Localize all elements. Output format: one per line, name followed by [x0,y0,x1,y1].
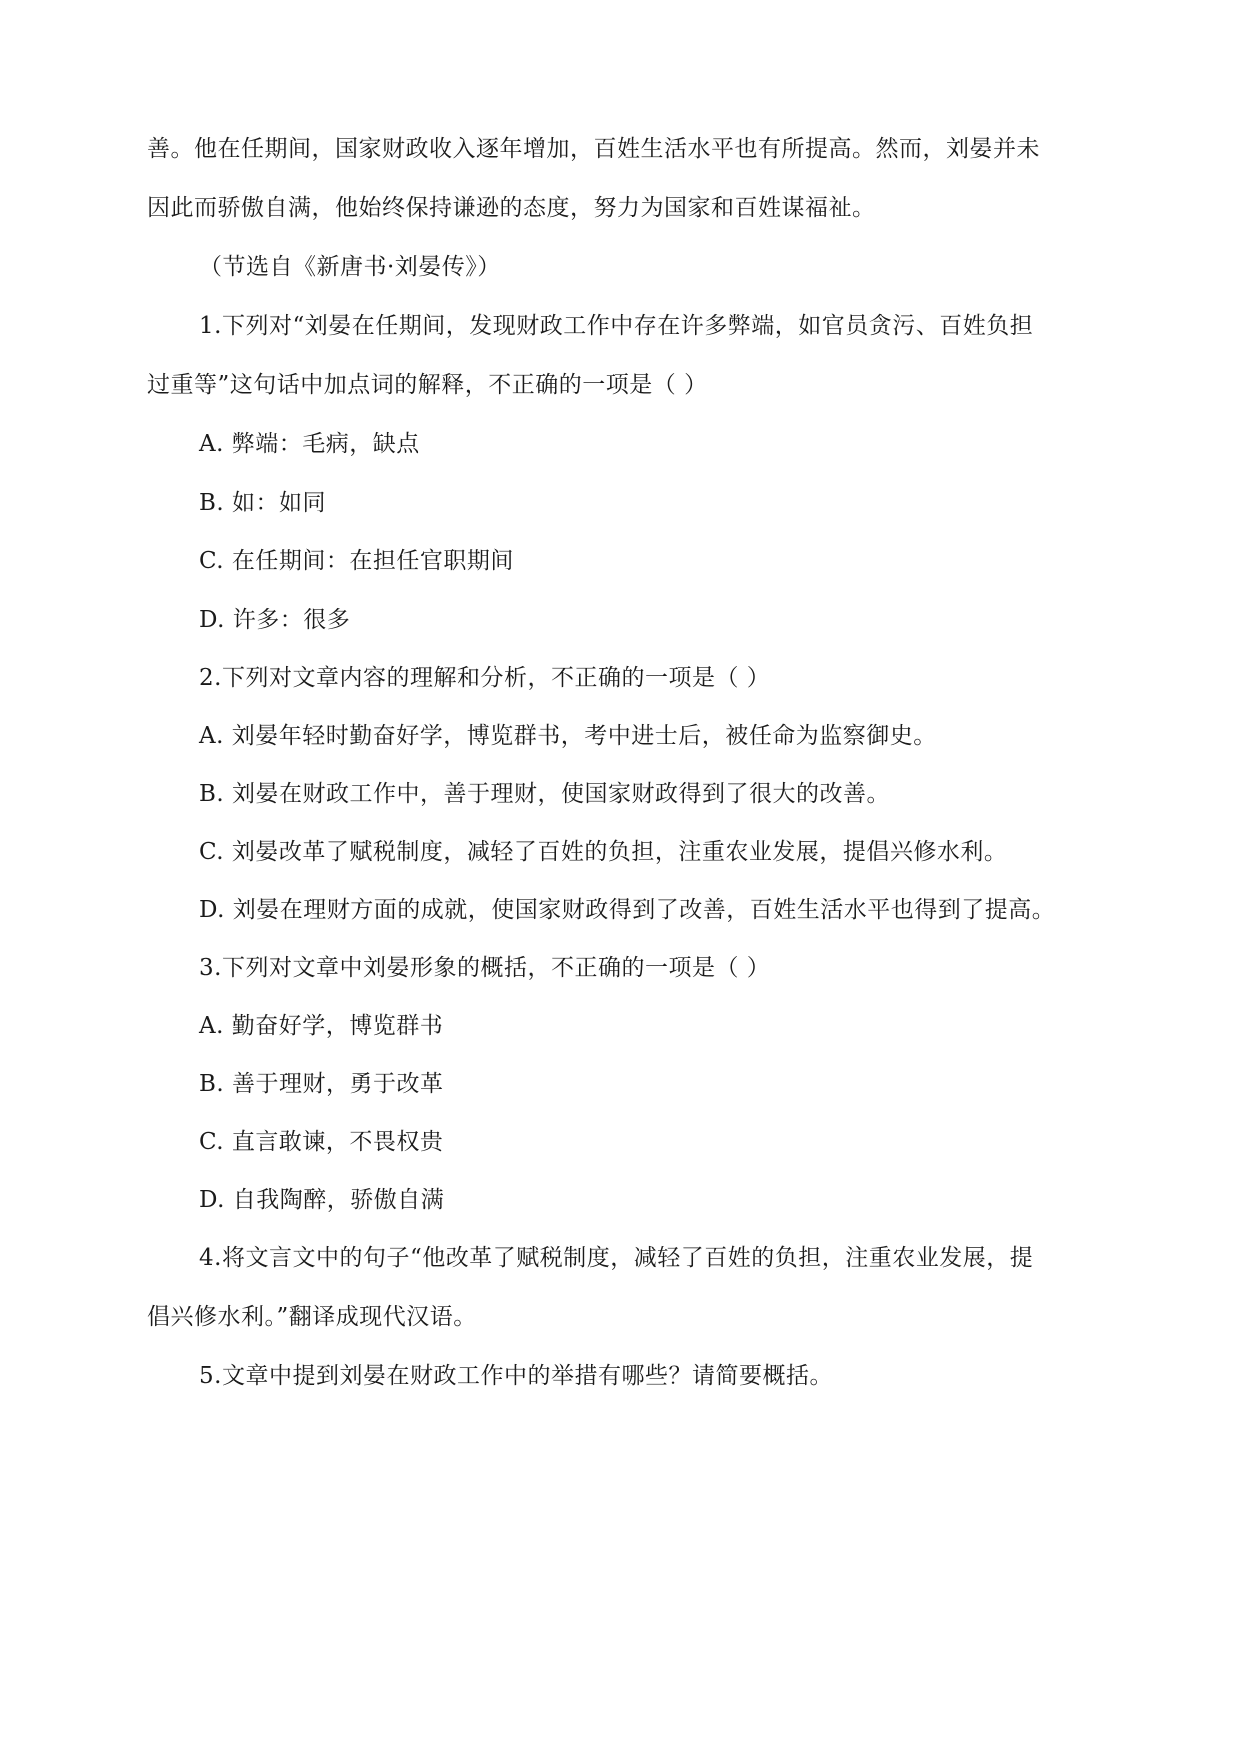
question-3-option-c: C. 直言敢谏，不畏权贵 [199,1129,444,1155]
question-2-option-d: D. 刘晏在理财方面的成就，使国家财政得到了改善，百姓生活水平也得到了提高。 [199,897,1056,923]
question-4-stem: 4.将文言文中的句子“他改革了赋税制度，减轻了百姓的负担，注重农业发展，提 [199,1245,1034,1271]
question-1-option-d: D. 许多：很多 [199,607,351,633]
question-3-option-b: B. 善于理财，勇于改革 [199,1071,444,1097]
question-1-option-a: A. 弊端：毛病，缺点 [199,431,420,457]
question-2-stem: 2.下列对文章内容的理解和分析，不正确的一项是（ ） [199,665,771,691]
passage-line: 因此而骄傲自满，他始终保持谦逊的态度，努力为国家和百姓谋福祉。 [147,195,876,221]
passage-line: 善。他在任期间，国家财政收入逐年增加，百姓生活水平也有所提高。然而，刘晏并未 [147,136,1040,162]
question-1-stem: 1.下列对“刘晏在任期间，发现财政工作中存在许多弊端，如官员贪污、百姓负担 [199,313,1034,339]
question-1-option-b: B. 如：如同 [199,490,327,516]
question-3-option-d: D. 自我陶醉，骄傲自满 [199,1187,445,1213]
question-3-option-a: A. 勤奋好学，博览群书 [199,1013,444,1039]
question-1-option-c: C. 在任期间：在担任官职期间 [199,548,514,574]
question-1-stem: 过重等”这句话中加点词的解释，不正确的一项是（ ） [147,372,708,398]
question-2-option-c: C. 刘晏改革了赋税制度，减轻了百姓的负担，注重农业发展，提倡兴修水利。 [199,839,1008,865]
passage-source: （节选自《新唐书·刘晏传》） [199,254,501,280]
question-2-option-a: A. 刘晏年轻时勤奋好学，博览群书，考中进士后，被任命为监察御史。 [199,723,937,749]
question-5-stem: 5.文章中提到刘晏在财政工作中的举措有哪些？请简要概括。 [199,1363,833,1389]
question-4-stem: 倡兴修水利。”翻译成现代汉语。 [147,1304,477,1330]
question-3-stem: 3.下列对文章中刘晏形象的概括，不正确的一项是（ ） [199,955,771,981]
question-2-option-b: B. 刘晏在财政工作中，善于理财，使国家财政得到了很大的改善。 [199,781,891,807]
